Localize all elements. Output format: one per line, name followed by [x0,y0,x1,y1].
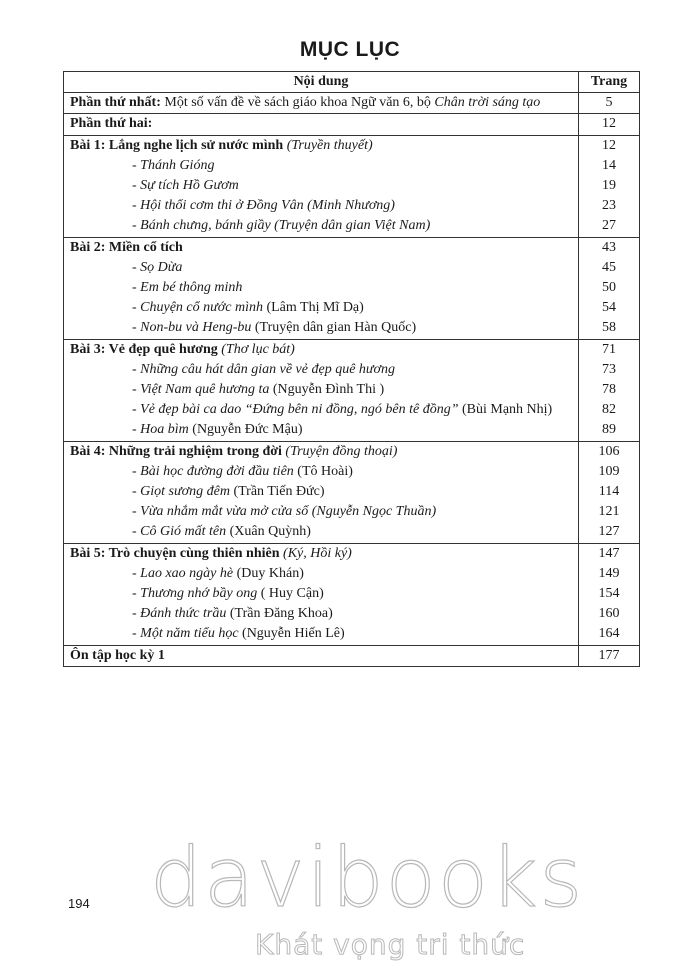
item-title [64,584,579,604]
section-title [64,93,579,114]
watermark-logo: davibooks [150,831,585,926]
title-fragment: (Trần Đăng Khoa) [229,606,333,622]
toc-item-row [64,360,640,380]
title-fragment: - Việt Nam quê hương ta [132,382,273,398]
toc-section-row [64,114,640,135]
toc-section-row [64,543,640,564]
section-title [64,645,579,666]
item-title [64,604,579,624]
page-ref: 73 [579,360,640,380]
page-ref: 19 [579,176,640,196]
item-title [64,196,579,216]
item-title [64,278,579,298]
item-title [64,298,579,318]
title-fragment: Ôn tập học kỳ 1 [70,647,165,663]
title-fragment: - Sự tích Hồ Gươm [132,178,239,194]
section-title [64,339,579,360]
page-ref: 177 [579,645,640,666]
page-ref: 82 [579,400,640,420]
title-fragment: - Hội thổi cơm thi ở Đồng Vân (Minh Nhương) [132,198,395,214]
item-title [64,176,579,196]
title-fragment: Phần thứ nhất: [70,95,165,111]
title-fragment: Phần thứ hai: [70,116,153,132]
item-title [64,380,579,400]
toc-table [63,71,640,667]
toc-item-row [64,278,640,298]
toc-item-row [64,216,640,237]
title-fragment: (Bùi Mạnh Nhị) [461,402,553,418]
title-fragment: Bài 1: Lắng nghe lịch sử nước mình [70,137,287,153]
title-fragment: (Lâm Thị Mĩ Dạ) [266,300,364,316]
title-fragment: - Thương nhớ bầy ong [132,586,261,602]
toc-item-row [64,258,640,278]
toc-item-row [64,624,640,645]
title-fragment: ( Huy Cận) [260,586,324,602]
title-fragment: (Thơ lục bát) [221,341,295,357]
page-number: 194 [68,896,90,911]
toc-header-row [64,72,640,93]
toc-item-row [64,176,640,196]
page-ref: 106 [579,441,640,462]
page-ref: 114 [579,482,640,502]
section-title [64,441,579,462]
toc-item-row [64,318,640,339]
toc-section-row [64,93,640,114]
item-title [64,522,579,543]
page-ref: 43 [579,237,640,258]
title-fragment: (Xuân Quỳnh) [229,524,311,540]
title-fragment: - Đánh thức trầu [132,606,230,622]
title-fragment: - Sọ Dừa [132,259,183,275]
title-fragment: Bài 3: Vẻ đẹp quê hương [70,341,222,357]
toc-section-row [64,645,640,666]
item-title [64,462,579,482]
section-title [64,114,579,135]
page-ref: 23 [579,196,640,216]
title-fragment: Chân trời sáng tạo [434,95,541,111]
title-fragment: - Thánh Gióng [132,157,215,173]
page-ref: 89 [579,420,640,441]
title-fragment: Một số vấn đề về sách giáo khoa Ngữ văn 6, bộ [164,95,435,111]
page-title: MỤC LỤC [299,38,401,61]
section-title [64,543,579,564]
section-title [64,135,579,156]
page-ref: 14 [579,156,640,176]
title-fragment: - Vẻ đẹp bài ca dao “Đứng bên ni đồng, ngó bên tê đồng” [132,402,462,418]
page-ref: 78 [579,380,640,400]
item-title [64,482,579,502]
page-ref: 71 [579,339,640,360]
title-fragment: - Vừa nhắm mắt vừa mở cửa sổ (Nguyễn Ngọc Thuần) [132,504,437,520]
page-ref: 164 [579,624,640,645]
page-ref: 12 [579,114,640,135]
toc-item-row [64,400,640,420]
watermark-tagline: Khát vọng tri thức [255,928,526,961]
item-title [64,216,579,237]
item-title [64,564,579,584]
toc-section-row [64,237,640,258]
toc-item-row [64,584,640,604]
title-fragment: (Ký, Hồi ký) [283,545,352,561]
title-fragment: - Bánh chưng, bánh giầy (Truyện dân gian Việt Nam) [132,218,431,234]
section-title [64,237,579,258]
toc-item-row [64,564,640,584]
toc-item-row [64,502,640,522]
page-ref: 149 [579,564,640,584]
page-column-header: Trang [579,72,640,93]
item-title [64,318,579,339]
title-fragment: (Trần Tiến Đức) [233,484,325,500]
item-title [64,420,579,441]
toc-item-row [64,604,640,624]
page-ref: 109 [579,462,640,482]
page-ref: 160 [579,604,640,624]
title-fragment: - Giọt sương đêm [132,484,234,500]
title-fragment: - Những câu hát dân gian về vẻ đẹp quê hương [132,361,396,377]
toc-section-row [64,441,640,462]
item-title [64,624,579,645]
page-ref: 27 [579,216,640,237]
title-fragment: (Nguyễn Hiến Lê) [242,626,345,642]
toc-section-row [64,135,640,156]
title-fragment: (Duy Khán) [236,565,304,581]
page-ref: 127 [579,522,640,543]
title-fragment: Bài 4: Những trải nghiệm trong đời [70,443,286,459]
item-title [64,360,579,380]
item-title [64,156,579,176]
toc-item-row [64,462,640,482]
title-fragment: - Em bé thông minh [132,280,243,296]
title-fragment: - Chuyện cổ nước mình [132,300,267,316]
page-ref: 50 [579,278,640,298]
page-ref: 45 [579,258,640,278]
page-ref: 12 [579,135,640,156]
toc-item-row [64,420,640,441]
title-fragment: Bài 5: Trò chuyện cùng thiên nhiên [70,545,284,561]
page-ref: 5 [579,93,640,114]
page-ref: 54 [579,298,640,318]
content-column-header: Nội dung [64,72,579,93]
toc-item-row [64,380,640,400]
toc-item-row [64,196,640,216]
item-title [64,258,579,278]
page-ref: 58 [579,318,640,339]
title-fragment: - Lao xao ngày hè [132,565,237,581]
item-title [64,400,579,420]
toc-body [64,93,640,667]
item-title [64,502,579,522]
title-fragment: (Nguyễn Đình Thi ) [272,382,385,398]
page-ref: 147 [579,543,640,564]
title-fragment: (Nguyễn Đức Mậu) [192,422,303,438]
title-fragment: (Truyện dân gian Hàn Quốc) [254,320,417,336]
title-fragment: - Hoa bìm [132,422,193,438]
title-fragment: - Một năm tiểu học [132,626,243,642]
title-fragment: - Cô Gió mất tên [132,524,230,540]
title-fragment: - Bài học đường đời đầu tiên [132,463,298,479]
title-fragment: (Truyện đồng thoại) [285,443,398,459]
toc-item-row [64,522,640,543]
page-ref: 154 [579,584,640,604]
title-fragment: (Tô Hoài) [297,463,353,479]
title-fragment: (Truyền thuyết) [286,137,373,153]
toc-item-row [64,298,640,318]
toc-item-row [64,482,640,502]
toc-item-row [64,156,640,176]
toc-section-row [64,339,640,360]
title-fragment: - Non-bu và Heng-bu [132,320,255,336]
page-ref: 121 [579,502,640,522]
title-fragment: Bài 2: Miền cổ tích [70,239,183,255]
